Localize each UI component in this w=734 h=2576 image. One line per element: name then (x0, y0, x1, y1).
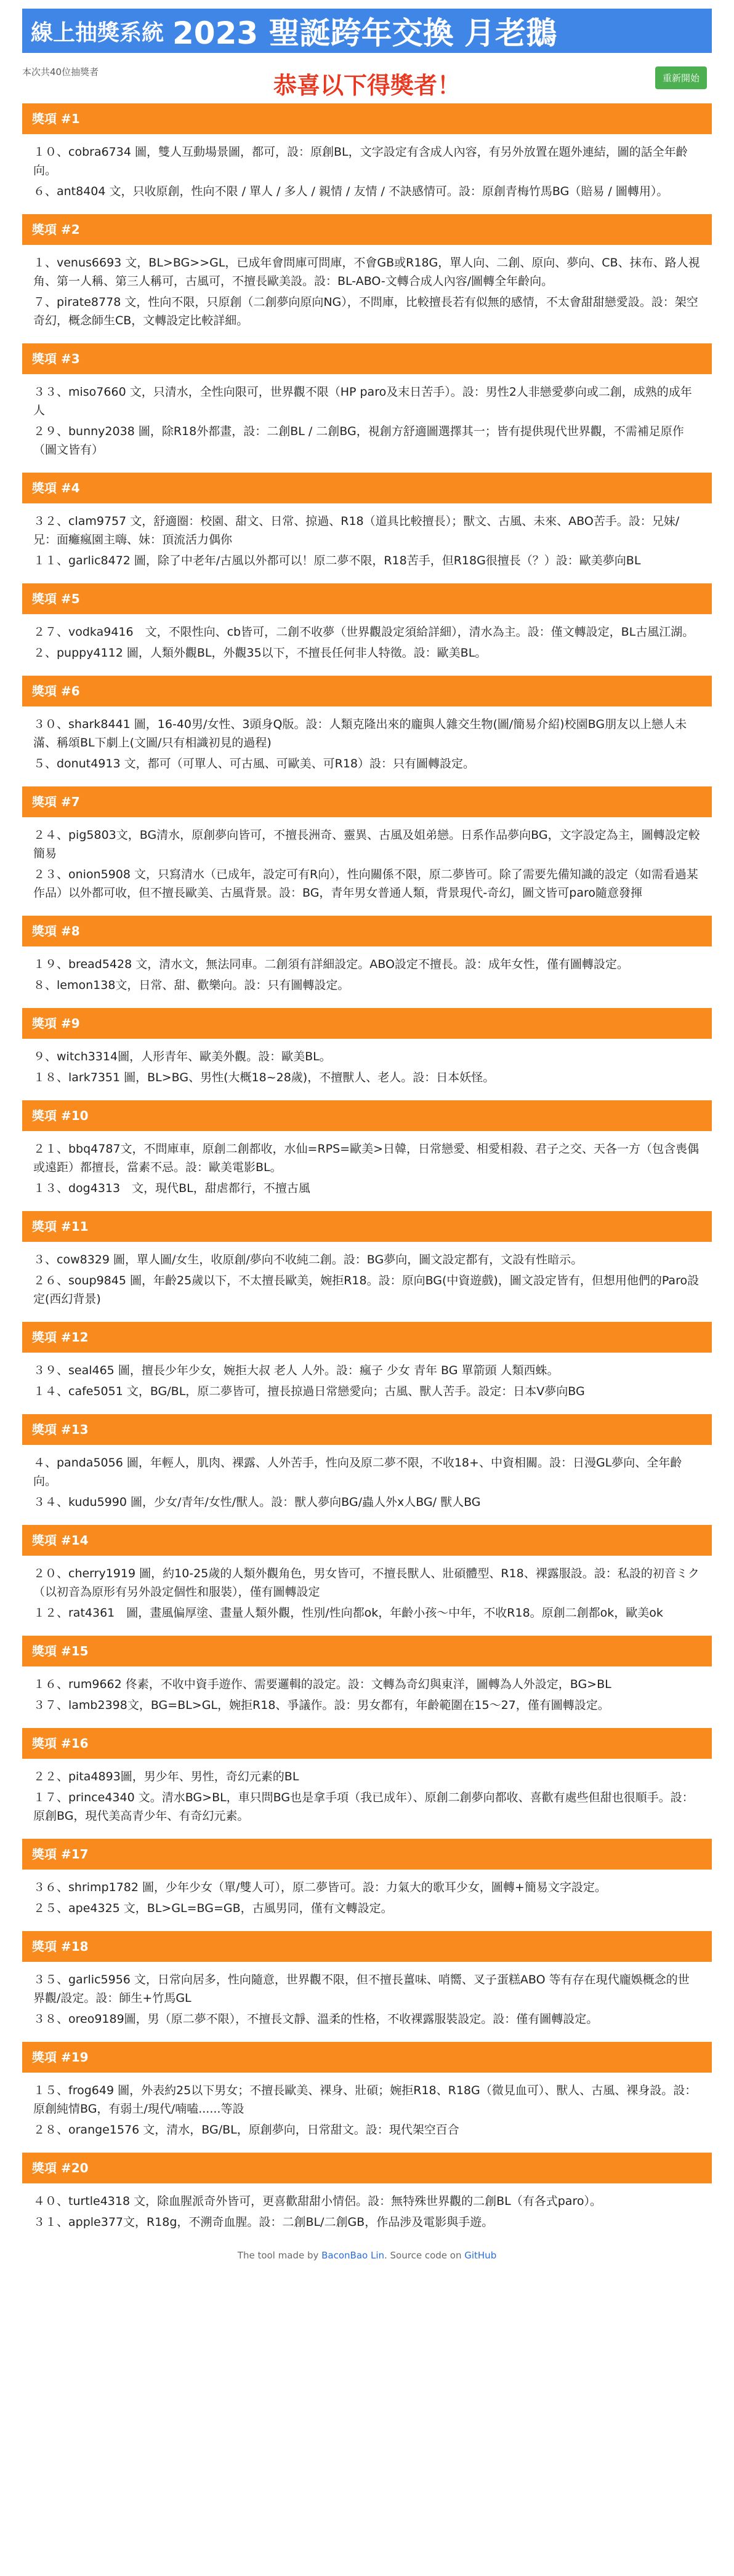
prize-section (22, 2153, 712, 2239)
result-toolbar (22, 57, 712, 103)
winner-entry: ４０、turtle4318 文，除血腥派奇外皆可，更喜歡甜甜小情侶。設：無特殊世界觀的二創BL（有各式paro）。 (33, 2194, 602, 2208)
prize-section (22, 473, 712, 577)
prize-winners (22, 1353, 712, 1408)
winner-entry: ３６、shrimp1782 圖，少年少女（單/雙人可），原二夢皆可。設：力氣大的歌耳少女，圖轉+簡易文字設定。 (33, 1881, 607, 1894)
prize-title: 獎項 #14 (22, 1525, 712, 1556)
winner-entry: ２３、onion5908 文，只寫清水（已成年，設定可有R向），性向關係不限，原二夢皆可。除了需要先備知識的設定（如需看過某作品）以外都可收，但不擅長歐美、古風背景。設：BG，青年男女普通人類，背景現代-奇幻，圖文皆可paro隨意發揮 (33, 868, 698, 900)
winner-entry: ９、witch3314圖，人形青年、歐美外觀。設：歐美BL。 (33, 1050, 331, 1063)
winner-entry: ２２、pita4893圖，男少年、男性，奇幻元素的BL (33, 1770, 299, 1783)
prize-list (22, 103, 712, 2239)
prize-winners (22, 1759, 712, 1833)
author-link[interactable]: BaconBao Lin (321, 2250, 384, 2261)
winner-entry: １、venus6693 文，BL>BG>>GL，已成年會問庫可問庫，不會GB或R18G，單人向、二創、原向、夢向、CB、抹布、路人視角、第一人稱、第三人稱可，古風可，不擅長歐美設。設：BL-ABO-文轉合成人內容/圖轉全年齡向。 (33, 256, 700, 288)
prize-winners (22, 2073, 712, 2146)
prize-title: 獎項 #13 (22, 1414, 712, 1445)
winner-entry: ４、panda5056 圖，年輕人，肌肉、裸露、人外苦手，性向及原二夢不限，不收18+、中資相關。設：日漫GL夢向、全年齡向。 (33, 1456, 682, 1488)
prize-section (22, 103, 712, 208)
event-title: 2023 聖誕跨年交換 月老鵝 (172, 15, 557, 51)
winner-entry: ２７、vodka9416 文，不限性向、cb皆可，二創不收夢（世界觀設定須給詳細），清水為主。設：僅文轉設定，BL古風江湖。 (33, 625, 695, 639)
winner-entry: ３３、miso7660 文，只清水，全性向限可，世界觀不限（HP paro及末日苦手）。設：男性2人非戀愛夢向或二創，成熟的成年人 (33, 385, 692, 417)
prize-section (22, 1008, 712, 1094)
winner-entry: １７、prince4340 文。清水BG>BL，車只問BG也是拿手項（我已成年）、原創二創夢向都收、喜歡有處些但甜也很順手。設：原創BG，現代美高青少年、有奇幻元素。 (33, 1791, 694, 1823)
prize-section (22, 1100, 712, 1205)
prize-section (22, 1931, 712, 2036)
prize-title: 獎項 #10 (22, 1100, 712, 1131)
footer-prefix: The tool made by (237, 2250, 319, 2261)
winner-entry: １６、rum9662 佟素，不收中資手遊作、需要邏輯的設定。設：文轉為奇幻與東洋，圖轉為人外設定，BG>BL (33, 1678, 611, 1691)
prize-title: 獎項 #9 (22, 1008, 712, 1039)
prize-winners (22, 706, 712, 780)
prize-winners (22, 1039, 712, 1094)
prize-title: 獎項 #6 (22, 676, 712, 706)
prize-section (22, 1322, 712, 1408)
winner-entry: ３２、clam9757 文，舒適圈：校園、甜文、日常、掠過、R18（道具比較擅長）；獸文、古風、未來、ABO苦手。設：兄妹/兄：面癱瘋園主嗨、妹：頂流活力偶你 (33, 514, 680, 546)
prize-section (22, 786, 712, 910)
title-banner (22, 9, 712, 53)
winner-entry: １８、lark7351 圖，BL>BG、男性(大概18~28歲)，不擅獸人、老人。設：日本妖怪。 (33, 1071, 495, 1084)
winner-entry: ８、lemon138文，日常、甜、歡樂向。設：只有圖轉設定。 (33, 978, 350, 992)
prize-title: 獎項 #4 (22, 473, 712, 503)
winner-entry: ２１、bbq4787文，不問庫車，原創二創都收，水仙=RPS=歐美>日韓，日常戀愛、相愛相殺、君子之交、天各一方（包含喪偶或遠距）都擅長，當素不忌。設：歐美電影BL。 (33, 1142, 700, 1174)
prize-section (22, 676, 712, 780)
prize-section (22, 1525, 712, 1630)
prize-section (22, 1636, 712, 1722)
github-link[interactable]: GitHub (464, 2250, 497, 2261)
prize-winners (22, 245, 712, 337)
winner-entry: １４、cafe5051 文，BG/BL，原二夢皆可，擅長掠過日常戀愛向；古風、獸人苦手。設定：日本V夢向BG (33, 1385, 585, 1398)
prize-winners (22, 1962, 712, 2036)
winner-entry: ３０、shark8441 圖，16-40男/女性、3頭身Q版。設：人類克隆出來的龐與人雜交生物(圖/簡易介紹)校園BG朋友以上戀人未滿、稱頌BL下劇上(文圖/只有相識初見的過程) (33, 718, 687, 750)
winner-entry: １０、cobra6734 圖，雙人互動場景圖，都可，設：原創BL，文字設定有含成人內容，有另外放置在題外連結，圖的話全年齡向。 (33, 145, 688, 177)
winner-entry: ２９、bunny2038 圖，除R18外都畫，設：二創BL / 二創BG，視創方舒適圖選擇其一；皆有提供現代世界觀，不需補足原作（圖文皆有） (33, 425, 684, 457)
prize-title: 獎項 #8 (22, 916, 712, 946)
prize-winners (22, 817, 712, 910)
winner-entry: ２５、ape4325 文，BL>GL=BG=GB，古風男同，僅有文轉設定。 (33, 1902, 393, 1915)
page (22, 0, 712, 2261)
prize-title: 獎項 #1 (22, 103, 712, 134)
prize-section (22, 1211, 712, 1316)
winner-entry: ２４、pig5803文，BG清水，原創夢向皆可，不擅長洲奇、靈異、古風及姐弟戀。日系作品夢向BG，文字設定為主，圖轉設定較簡易 (33, 828, 700, 860)
prize-winners (22, 134, 712, 208)
prize-title: 獎項 #11 (22, 1211, 712, 1242)
winner-entry: ２、puppy4112 圖，人類外觀BL，外觀35以下，不擅長任何非人特徵。設：歐美BL。 (33, 646, 487, 660)
system-title: 線上抽獎系統 (31, 20, 164, 46)
prize-title: 獎項 #3 (22, 343, 712, 374)
prize-winners (22, 1556, 712, 1630)
prize-section (22, 916, 712, 1002)
prize-title: 獎項 #20 (22, 2153, 712, 2183)
winner-entry: １１、garlic8472 圖，除了中老年/古風以外都可以！原二夢不限，R18苦手，但R18G很擅長（？）設：歐美夢向BL (33, 554, 641, 567)
prize-winners (22, 1666, 712, 1722)
prize-winners (22, 614, 712, 670)
prize-section (22, 343, 712, 466)
prize-section (22, 1414, 712, 1519)
winner-entry: ６、ant8404 文，只收原創，性向不限 / 單人 / 多人 / 親情 / 友情 / 不訣感情可。設：原創青梅竹馬BG（賠易 / 圖轉用）。 (33, 185, 669, 198)
participant-count: 本次共40位抽獎者 (22, 66, 99, 78)
winner-entry: ５、donut4913 文，都可（可單人、可古風、可歐美、可R18）設：只有圖轉設定。 (33, 757, 475, 770)
winner-entry: １５、frog649 圖，外表約25以下男女；不擅長歐美、裸身、壯碩；婉拒R18、R18G（微見血可）、獸人、古風、裸身設。設：原創純情BG，有弱土/現代/喃嗑......等設 (33, 2084, 697, 2116)
winner-entry: ３８、oreo9189圖，男（原二夢不限），不擅長文靜、溫柔的性格，不收裸露服裝設定。設：僅有圖轉設定。 (33, 2012, 599, 2026)
prize-title: 獎項 #17 (22, 1839, 712, 1870)
winner-entry: ２６、soup9845 圖，年齡25歲以下，不太擅長歐美，婉拒R18。設：原向BG(中資遊戲)，圖文設定皆有，但想用他們的Paro設定(西幻背景) (33, 1274, 700, 1306)
prize-title: 獎項 #12 (22, 1322, 712, 1353)
prize-section (22, 214, 712, 337)
winner-entry: ３、cow8329 圖，單人圖/女生，收原創/夢向不收純二創。設：BG夢向，圖文設定都有，文設有性暗示。 (33, 1253, 583, 1266)
winner-entry: ３７、lamb2398文，BG=BL>GL，婉拒R18、爭議作。設：男女都有，年齡範圍在15～27，僅有圖轉設定。 (33, 1698, 610, 1712)
prize-title: 獎項 #19 (22, 2042, 712, 2073)
prize-winners (22, 1242, 712, 1316)
prize-title: 獎項 #16 (22, 1728, 712, 1759)
winner-entry: ２０、cherry1919 圖，約10-25歲的人類外觀角色，男女皆可，不擅長獸人、壯碩體型、R18、裸露服設。設：私設的初音ミク（以初音為原形有另外設定個性和服裝），僅有圖轉設定 (33, 1567, 700, 1599)
winner-entry: ３９、seal465 圖，擅長少年少女，婉拒大叔 老人 人外。設：瘋子 少女 青年 BG 單箭頭 人類西蛛。 (33, 1364, 559, 1377)
prize-winners (22, 503, 712, 577)
congrats-heading: 恭喜以下得獎者！ (273, 72, 461, 99)
winner-entry: ３５、garlic5956 文，日常向居多，性向隨意，世界觀不限，但不擅長薑味、哨嚮、叉子蛋糕ABO 等有存在現代龐娛概念的世界觀/設定。設：師生+竹馬GL (33, 1973, 690, 2005)
winner-entry: ３１、apple377文，R18g，不溯奇血腥。設：二創BL/二創GB，作品涉及電影與手遊。 (33, 2215, 494, 2229)
prize-title: 獎項 #18 (22, 1931, 712, 1962)
prize-section (22, 1728, 712, 1833)
prize-section (22, 583, 712, 670)
winner-entry: ２８、orange1576 文，清水，BG/BL，原創夢向，日常甜文。設：現代架空百合 (33, 2123, 459, 2137)
winner-entry: １３、dog4313 文，現代BL，甜虐都行，不擅古風 (33, 1182, 310, 1195)
footer (22, 2250, 712, 2261)
footer-middle: . Source code on (384, 2250, 462, 2261)
restart-button[interactable]: 重新開始 (655, 66, 707, 89)
prize-title: 獎項 #7 (22, 786, 712, 817)
prize-winners (22, 1870, 712, 1925)
prize-title: 獎項 #2 (22, 214, 712, 245)
prize-winners (22, 2183, 712, 2239)
winner-entry: １９、bread5428 文，清水文，無法同車。二創須有詳細設定。ABO設定不擅長。設：成年女性，僅有圖轉設定。 (33, 958, 629, 971)
winner-entry: ３４、kudu5990 圖，少女/青年/女性/獸人。設：獸人夢向BG/蟲人外x人BG/ 獸人BG (33, 1495, 481, 1509)
prize-winners (22, 374, 712, 466)
prize-section (22, 1839, 712, 1925)
prize-section (22, 2042, 712, 2146)
prize-title: 獎項 #15 (22, 1636, 712, 1666)
prize-winners (22, 1445, 712, 1519)
prize-title: 獎項 #5 (22, 583, 712, 614)
prize-winners (22, 946, 712, 1002)
winner-entry: １２、rat4361 圖，畫風偏厚塗、畫量人類外觀，性別/性向都ok，年齡小孩～中年，不收R18。原創二創都ok，歐美ok (33, 1606, 663, 1620)
prize-winners (22, 1131, 712, 1205)
winner-entry: ７、pirate8778 文，性向不限，只原創（二創夢向原向NG），不問庫，比較擅長若有似無的感情，不太會甜甜戀愛設。設：架空奇幻，概念師生CB，文轉設定比較詳細。 (33, 295, 698, 327)
